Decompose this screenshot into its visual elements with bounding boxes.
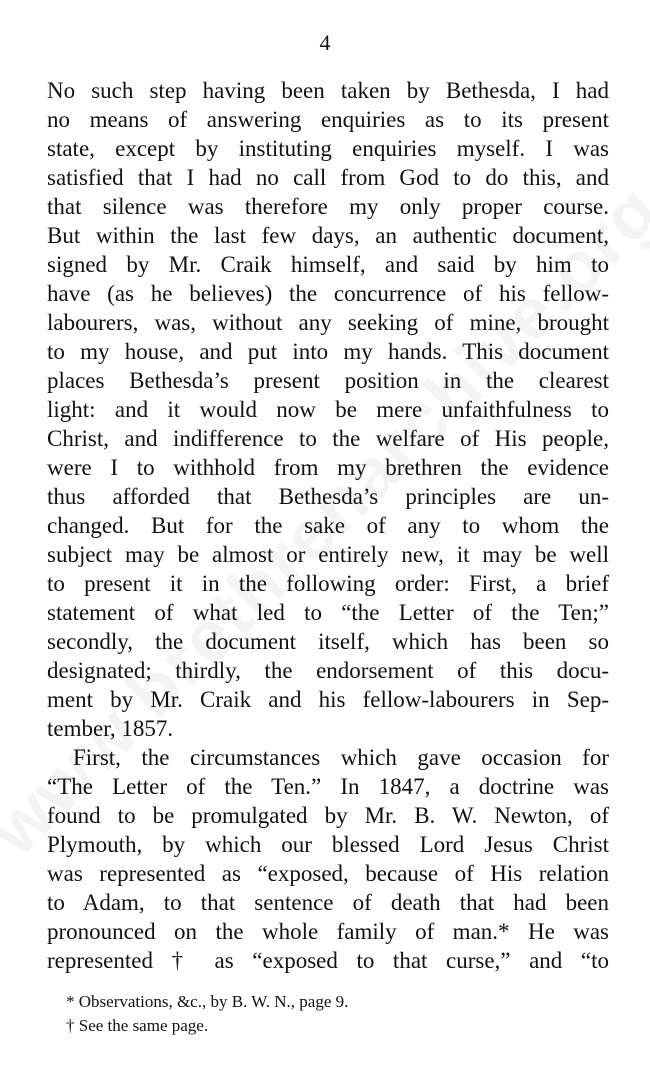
text-line: ment by Mr. Craik and his fellow-labourers in Sep-: [47, 687, 609, 712]
page-number: 4: [319, 30, 331, 55]
text-line: “The Letter of the Ten.” In 1847, a doctrine was: [47, 774, 609, 799]
text-line: statement of what led to “the Letter of the Ten;”: [47, 600, 609, 625]
text-line: changed. But for the sake of any to whom the: [47, 513, 609, 538]
text-line: no means of answering enquiries as to its present: [47, 107, 609, 132]
text-line: have (as he believes) the concurrence of his fellow-: [47, 281, 609, 306]
text-line: Plymouth, by which our blessed Lord Jesus Christ: [47, 832, 609, 857]
text-line: places Bethesda’s present position in the clearest: [47, 368, 609, 393]
text-line: No such step having been taken by Bethesda, I had: [47, 78, 609, 103]
text-line: represented † as “exposed to that curse,” and “to: [47, 948, 609, 973]
text-line: labourers, was, without any seeking of mine, brought: [47, 310, 609, 335]
text-line: satisfied that I had no call from God to do this, and: [47, 165, 609, 190]
text-line: to Adam, to that sentence of death that had been: [47, 890, 609, 915]
text-line: was represented as “exposed, because of His relation: [47, 861, 609, 886]
text-line: light: and it would now be mere unfaithfulness to: [47, 397, 609, 422]
text-line: to my house, and put into my hands. This document: [47, 339, 609, 364]
text-line: found to be promulgated by Mr. B. W. Newton, of: [47, 803, 609, 828]
footnote: † See the same page.: [66, 1016, 209, 1035]
text-line: pronounced on the whole family of man.* He was: [47, 919, 609, 944]
text-line: secondly, the document itself, which has been so: [47, 629, 609, 654]
text-line: were I to withhold from my brethren the evidence: [47, 455, 609, 480]
footnote: * Observations, &c., by B. W. N., page 9.: [66, 992, 349, 1011]
body-text: [47, 76, 609, 975]
text-line: signed by Mr. Craik himself, and said by him to: [47, 252, 609, 277]
text-line: thus afforded that Bethesda’s principles are un-: [47, 484, 609, 509]
text-line: designated; thirdly, the endorsement of this docu-: [47, 658, 609, 683]
paragraph-start-line: First, the circumstances which gave occasion for: [73, 745, 609, 770]
text-line: subject may be almost or entirely new, it may be well: [47, 542, 609, 567]
text-line: to present it in the following order: First, a brief: [47, 571, 609, 596]
text-line: that silence was therefore my only proper course.: [47, 194, 609, 219]
text-line: But within the last few days, an authentic document,: [47, 223, 609, 248]
text-line: state, except by instituting enquiries myself. I was: [47, 136, 609, 161]
text-line: Christ, and indifference to the welfare of His people,: [47, 426, 609, 451]
text-line: tember, 1857.: [47, 716, 174, 741]
footnotes: [66, 990, 606, 1038]
